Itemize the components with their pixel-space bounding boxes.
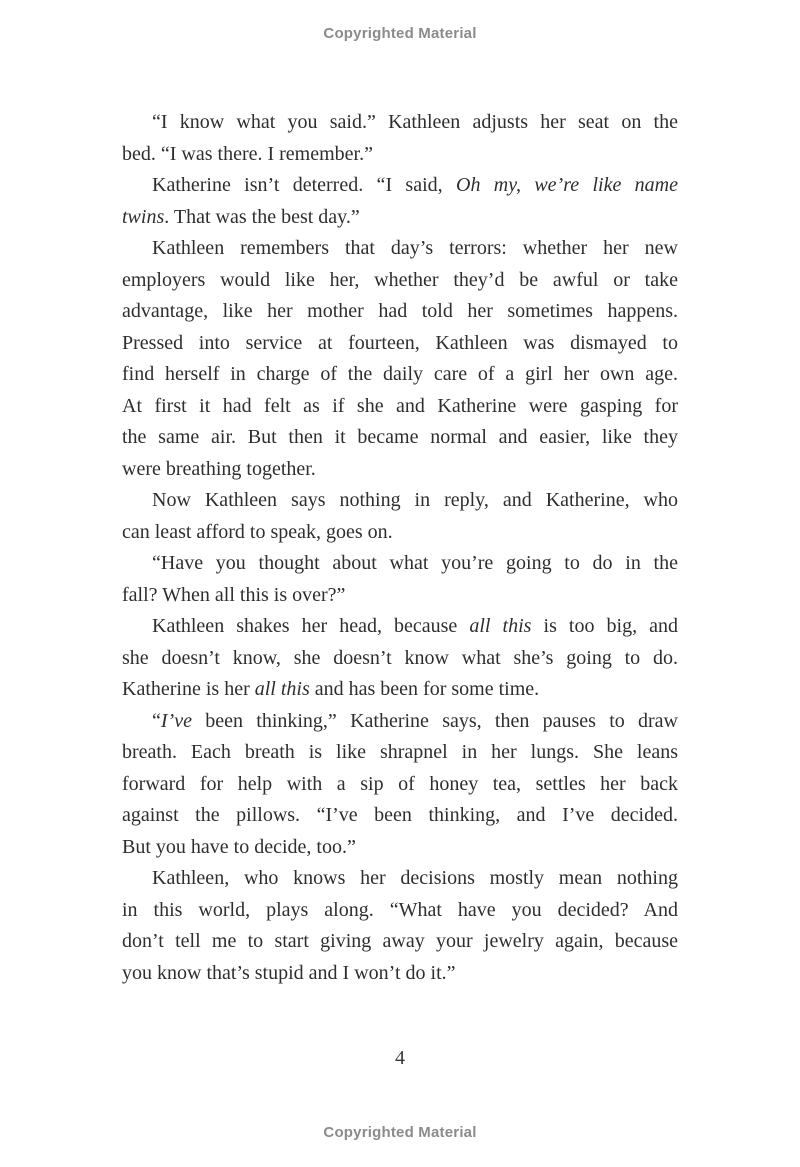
text-line xyxy=(122,233,678,265)
text-line xyxy=(122,800,678,832)
text-segment: bed. “I was there. I remember.” xyxy=(122,142,373,165)
paragraph xyxy=(122,485,678,548)
text-segment: “I know what you said.” Kathleen adjusts her seat on the xyxy=(152,111,678,133)
text-line xyxy=(122,580,678,612)
text-segment: But you have to decide, too.” xyxy=(122,835,356,858)
text-segment: advantage, like her mother had told her sometimes happens. xyxy=(122,300,678,322)
book-body-text xyxy=(122,107,678,989)
text-line xyxy=(122,769,678,801)
text-line xyxy=(122,926,678,958)
text-line xyxy=(122,611,678,643)
text-segment: “ xyxy=(152,709,161,732)
text-line xyxy=(122,202,678,234)
italic-text-segment: all this xyxy=(254,678,310,700)
text-line xyxy=(122,454,678,486)
text-line xyxy=(122,359,678,391)
text-segment: At first it had felt as if she and Katherine were gasping for xyxy=(122,394,678,417)
text-line xyxy=(122,517,678,549)
text-segment: Kathleen remembers that day’s terrors: whether her new xyxy=(152,237,678,259)
text-line xyxy=(122,832,678,864)
text-segment: she doesn’t know, she doesn’t know what she’s going to do. xyxy=(122,646,678,669)
text-segment: find herself in charge of the daily care of a girl her own age. xyxy=(122,363,678,385)
text-segment: can least afford to speak, goes on. xyxy=(122,520,393,543)
paragraph xyxy=(122,107,678,170)
italic-text-segment: Oh my, we’re like name xyxy=(456,174,678,196)
text-segment: you know that’s stupid and I won’t do it.” xyxy=(122,961,456,984)
paragraph xyxy=(122,863,678,989)
italic-text-segment: all this xyxy=(469,615,532,637)
text-segment: Now Kathleen says nothing in reply, and Katherine, who xyxy=(152,489,678,511)
text-segment: in this world, plays along. “What have you decided? And xyxy=(122,898,678,921)
paragraph xyxy=(122,706,678,864)
text-segment: been thinking,” Katherine says, then pauses to draw xyxy=(191,709,678,732)
text-line xyxy=(122,863,678,895)
paragraph xyxy=(122,548,678,611)
text-segment: Kathleen, who knows her decisions mostly mean nothing xyxy=(152,867,678,889)
text-segment: were breathing together. xyxy=(122,457,316,480)
text-line xyxy=(122,422,678,454)
text-segment: Katherine is her xyxy=(122,678,255,700)
text-line xyxy=(122,548,678,580)
text-segment: don’t tell me to start giving away your jewelry again, because xyxy=(122,930,678,952)
text-line xyxy=(122,328,678,360)
text-segment: “Have you thought about what you’re going to do in the xyxy=(152,552,678,574)
copyright-notice-top: Copyrighted Material xyxy=(323,25,477,42)
italic-text-segment: twins xyxy=(122,205,165,228)
text-line xyxy=(122,170,678,202)
text-line xyxy=(122,265,678,297)
text-segment: forward for help with a sip of honey tea, settles her back xyxy=(122,772,678,795)
text-segment: is too big, and xyxy=(531,615,679,637)
text-segment: . That was the best day.” xyxy=(164,205,360,228)
text-segment: breath. Each breath is like shrapnel in her lungs. She leans xyxy=(122,741,678,763)
page-number: 4 xyxy=(395,1047,405,1069)
text-line xyxy=(122,107,678,139)
text-segment: Katherine isn’t deterred. “I said, xyxy=(152,174,456,196)
text-segment: employers would like her, whether they’d be awful or take xyxy=(122,268,678,291)
text-segment: Kathleen shakes her head, because xyxy=(152,615,470,637)
paragraph xyxy=(122,233,678,485)
text-line xyxy=(122,139,678,171)
text-segment: fall? When all this is over?” xyxy=(122,583,346,606)
italic-text-segment: I’ve xyxy=(160,709,192,732)
paragraph xyxy=(122,170,678,233)
text-line xyxy=(122,737,678,769)
text-line xyxy=(122,296,678,328)
text-segment: Pressed into service at fourteen, Kathleen was dismayed to xyxy=(122,331,678,354)
text-segment: the same air. But then it became normal and easier, like they xyxy=(122,426,678,448)
text-line xyxy=(122,643,678,675)
text-line xyxy=(122,674,678,706)
text-line xyxy=(122,895,678,927)
text-line xyxy=(122,958,678,990)
text-segment: and has been for some time. xyxy=(309,678,540,700)
text-line xyxy=(122,706,678,738)
text-segment: against the pillows. “I’ve been thinking, and I’ve decided. xyxy=(122,804,678,826)
paragraph xyxy=(122,611,678,706)
text-line xyxy=(122,485,678,517)
text-line xyxy=(122,391,678,423)
copyright-notice-bottom: Copyrighted Material xyxy=(323,1124,477,1141)
